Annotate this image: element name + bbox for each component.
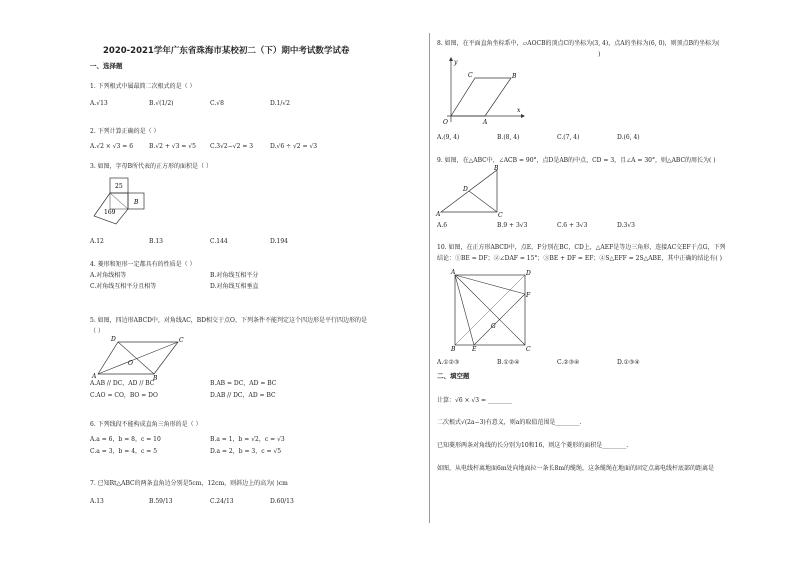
q10-square-figure: [446, 268, 532, 352]
q6-option-d: D.a = 2，b = 3，c = √5: [210, 448, 282, 455]
q10-option-c: C.②③④: [557, 359, 580, 366]
q4-option-d: D.对角线互相垂直: [210, 283, 259, 290]
q9-label-c: C: [498, 212, 503, 218]
column-divider: [429, 33, 430, 523]
q1-option-d: D.1/√2: [270, 100, 290, 107]
page-title: 2020-2021学年广东省珠海市某校初二（下）期中考试数学试卷: [103, 46, 350, 56]
question-7: 7. 已知Rt△ABC的两条直角边分别是5cm，12cm，则斜边上的高为( )cm: [90, 480, 288, 487]
q3-label-169: 169: [104, 209, 116, 216]
q8-label-o: O: [443, 119, 448, 126]
question-1: 1. 下列根式中属最简二次根式的是（ ）: [90, 83, 196, 90]
fill-question-1: 计算：√6 × √3 = ________: [437, 397, 512, 404]
question-3: 3. 如图，字母B所代表的正方形的面积是（ ）: [90, 163, 212, 170]
q10-option-d: D.①③④: [617, 359, 640, 366]
q3-option-a: A.12: [90, 238, 104, 245]
question-8: 8. 如图，在平面直角坐标系中，▱AOCB的顶点C的坐标为(3, 4)，点A的坐标为(6, 0)，则顶点B的坐标为(: [437, 40, 720, 47]
q9-triangle-figure: [435, 164, 507, 218]
q7-option-b: B.59/13: [149, 498, 173, 505]
q7-option-a: A.13: [90, 498, 104, 505]
q5-quadrilateral-figure: [88, 334, 188, 380]
q9-option-d: D.3√3: [617, 222, 635, 229]
question-8-paren: ): [598, 51, 601, 58]
q5-label-c: C: [179, 337, 184, 344]
q10-option-a: A.①②③: [437, 359, 460, 366]
fill-question-4: 如图，从电线杆离地面6m处向地面拉一条长8m的缆绳，这条缆绳在地面的固定点离电线杆底部的距离是: [437, 465, 715, 472]
q7-option-d: D.60/13: [270, 498, 294, 505]
q9-option-b: B.9 + 3√3: [497, 222, 528, 229]
q3-option-c: C.144: [210, 238, 228, 245]
question-10: 10. 如图，在正方形ABCD中，点E，F分别在BC，CD上，△AEF是等边三角形，连接AC交EF于点G，下列: [437, 244, 726, 251]
question-6: 6. 下列线段不能构成直角三角形的是（ ）: [90, 421, 202, 428]
question-5-paren: （ ）: [90, 328, 104, 335]
q10-label-b: B: [451, 346, 456, 352]
q6-option-b: B.a = 1，b = √2，c = √3: [210, 436, 285, 443]
question-9: 9. 如图，在△ABC中，∠ACB = 90°，点D是AB的中点，CD = 3，且∠A = 30°，则△ABC的周长为( ): [437, 157, 716, 164]
q10-label-c: C: [526, 346, 531, 352]
q8-option-b: B.(8, 4): [497, 134, 520, 141]
section-fill-heading: 二、填空题: [437, 372, 470, 380]
q10-label-f: F: [526, 292, 531, 299]
q2-option-c: C.3√2−√2 = 3: [210, 143, 254, 150]
q8-option-d: D.(6, 4): [617, 134, 640, 141]
q6-option-c: C.a = 3，b = 4，c = 5: [90, 448, 158, 455]
q5-option-c: C.AO = CO，BO = DO: [90, 392, 158, 399]
q9-option-a: A.6: [437, 222, 448, 229]
q2-option-d: D.√6 ÷ √2 = √3: [270, 143, 318, 150]
q8-option-c: C.(7, 4): [557, 134, 580, 141]
q5-label-a: A: [92, 373, 97, 380]
q10-label-a: A: [451, 269, 456, 276]
question-2: 2. 下列计算正确的是（ ）: [90, 128, 160, 135]
q5-label-d: D: [111, 336, 116, 343]
section-choice-heading: 一、选择题: [90, 62, 123, 70]
q5-option-a: A.AB // DC，AD // BC: [90, 380, 155, 387]
fill-question-3: 已知菱形两条对角线的长分别为10和16，则这个菱形的面积是________.: [437, 442, 629, 449]
question-5: 5. 如图，四边形ABCD中，对角线AC，BD相交于点O，下列条件不能判定这个四边形是平行四边形的是: [90, 317, 367, 324]
fill-question-2: 二次根式√(2a−3)有意义，则a的取值范围是________.: [437, 419, 582, 426]
q4-option-c: C.对角线互相平分且相等: [90, 283, 157, 290]
q3-squares-figure: [88, 176, 158, 232]
q5-label-o: O: [128, 360, 133, 367]
q5-label-b: B: [153, 375, 158, 380]
q6-option-a: A.a = 6，b = 8，c = 10: [90, 436, 161, 443]
q10-label-g: G: [491, 323, 496, 330]
q2-option-b: B.√2 + √3 = √5: [149, 143, 196, 150]
q8-label-b: B: [512, 73, 517, 80]
q3-label-25: 25: [115, 183, 123, 190]
q8-label-y: y: [454, 59, 458, 66]
q8-label-a: A: [483, 119, 488, 126]
question-4: 4. 菱形和矩形一定都具有的性质是（ ）: [90, 261, 196, 268]
q10-option-b: B.①②④: [497, 359, 520, 366]
q9-label-d: D: [463, 186, 468, 193]
q3-option-b: B.13: [149, 238, 163, 245]
q8-coordinate-figure: [437, 56, 527, 128]
q10-label-d: D: [526, 270, 531, 277]
q8-label-x: x: [517, 107, 521, 114]
q9-label-b: B: [494, 165, 499, 172]
q4-option-a: A.对角线相等: [90, 272, 127, 279]
q3-label-b: B: [134, 199, 139, 206]
q5-option-d: D.AB // DC，AD = BC: [210, 392, 276, 399]
q2-option-a: A.√2 × √3 = 6: [90, 143, 134, 150]
q1-option-a: A.√13: [90, 100, 108, 107]
q1-option-c: C.√8: [210, 100, 224, 107]
q5-option-b: B.AB = DC，AD = BC: [210, 380, 277, 387]
q8-option-a: A.(9, 4): [437, 134, 460, 141]
q9-label-a: A: [436, 211, 441, 218]
question-10-line2: 结论：①BE = DF；②∠DAF = 15°；③BE + DF = EF；④S△EFF = 2S△ABE，其中正确的结论有( ): [437, 255, 722, 262]
q10-label-e: E: [472, 346, 477, 352]
q8-label-c: C: [468, 72, 473, 79]
q7-option-c: C.24/13: [210, 498, 234, 505]
q1-option-b: B.√(1/2): [149, 100, 174, 107]
q9-option-c: C.6 + 3√3: [557, 222, 588, 229]
q4-option-b: B.对角线互相平分: [210, 272, 259, 279]
q3-option-d: D.194: [270, 238, 288, 245]
